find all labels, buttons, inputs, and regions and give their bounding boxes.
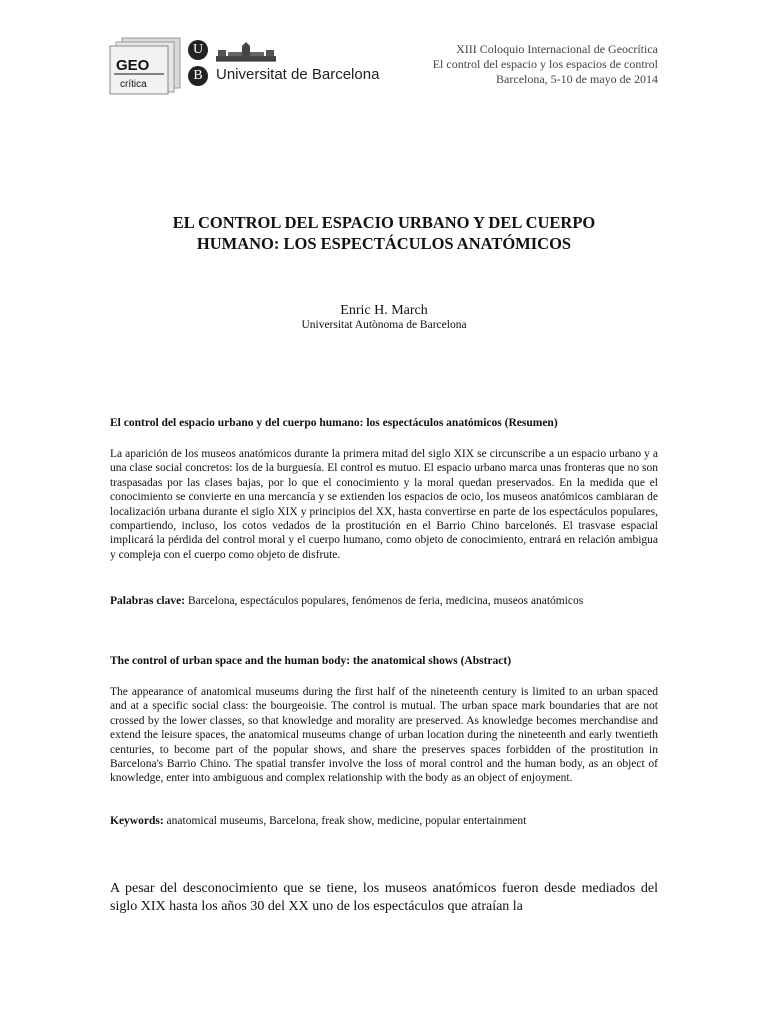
keywords-label: Palabras clave: — [110, 595, 186, 607]
keywords-label: Keywords: — [110, 815, 164, 827]
geo-logo-text: GEO — [116, 57, 150, 74]
paper-title — [110, 212, 658, 254]
conference-line: XIII Coloquio Internacional de Geocrítica — [456, 42, 658, 56]
resumen-heading: El control del espacio urbano y del cuerpo humano: los espectáculos anatómicos (Resumen) — [110, 417, 558, 429]
geocritica-logo — [108, 36, 182, 96]
abstract-heading: The control of urban space and the human body: the anatomical shows (Abstract) — [110, 655, 512, 667]
ub-name: Universitat de Barcelona — [216, 66, 380, 83]
title-line: HUMANO: LOS ESPECTÁCULOS ANATÓMICOS — [196, 234, 572, 253]
ub-letter-b: B — [188, 66, 208, 86]
conference-line: El control del espacio y los espacios de control — [432, 57, 658, 71]
ub-building-icon — [216, 42, 346, 62]
keywords-value: anatomical museums, Barcelona, freak show, medicine, popular entertainment — [163, 815, 527, 827]
geo-logo-sub: crítica — [120, 79, 147, 90]
ub-logo — [188, 40, 380, 90]
ub-letter-u: U — [188, 40, 208, 60]
abstract-text: The appearance of anatomical museums during the first half of the nineteenth century is limited to an urban spaced and at a specific social class: the bourgeoisie. The control is mutual. The urban space mark boundaries that are not crossed by the lower classes, so that knowledge and morality are preserved. As knowledge becomes merchandise and extend the leisure spaces, the anatomical museums change of urban location during the nineteenth and early twentieth centuries, to become part of the popular shows, and share the preserves spaces forbidden of the prostitution in Barcelona's Barrio Chino. The spatial transfer involve the loss of moral control and the human body, as an object of knowledge, enter into ambiguous and complex relationship with the body as an object of enjoyment. — [110, 686, 658, 785]
resumen-keywords — [110, 595, 658, 607]
keywords-value: Barcelona, espectáculos populares, fenómenos de feria, medicina, museos anatómicos — [185, 595, 584, 607]
abstract-keywords — [110, 815, 658, 827]
resumen-text: La aparición de los museos anatómicos durante la primera mitad del siglo XIX se circunscribe a un espacio urbano y a una clase social concretos: los de la burguesía. El control es mutuo. El espacio urbano marca unas fronteras que no son traspasadas por las clases bajas, por lo que el conocimiento y la moral quedan preservados. En la medida que el conocimiento se convierte en una mercancía y se extienden los espacios de ocio, los museos anatómicos cambiaran de localización urbana durante el siglo XIX y principios del XX, hasta convertirse en parte de los espectáculos populares, compartiendo, incluso, los cotos vedados de la prostitución en el Barrio Chino barcelonés. El trasvase espacial implicará la pérdida del control moral y el cuerpo humano, como objeto de conocimiento, entrará en relación ambigua y compleja con el cuerpo como objeto de disfrute. — [110, 448, 658, 561]
author-affiliation: Universitat Autònoma de Barcelona — [301, 319, 467, 331]
conference-info — [433, 42, 658, 87]
author-name: Enric H. March — [340, 303, 428, 318]
body-paragraph: A pesar del desconocimiento que se tiene, los museos anatómicos fueron desde mediados del siglo XIX hasta los años 30 del XX uno de los espectáculos que atraían la — [110, 881, 658, 914]
title-line: EL CONTROL DEL ESPACIO URBANO Y DEL CUERPO — [172, 213, 596, 232]
conference-line: Barcelona, 5-10 de mayo de 2014 — [496, 72, 658, 86]
